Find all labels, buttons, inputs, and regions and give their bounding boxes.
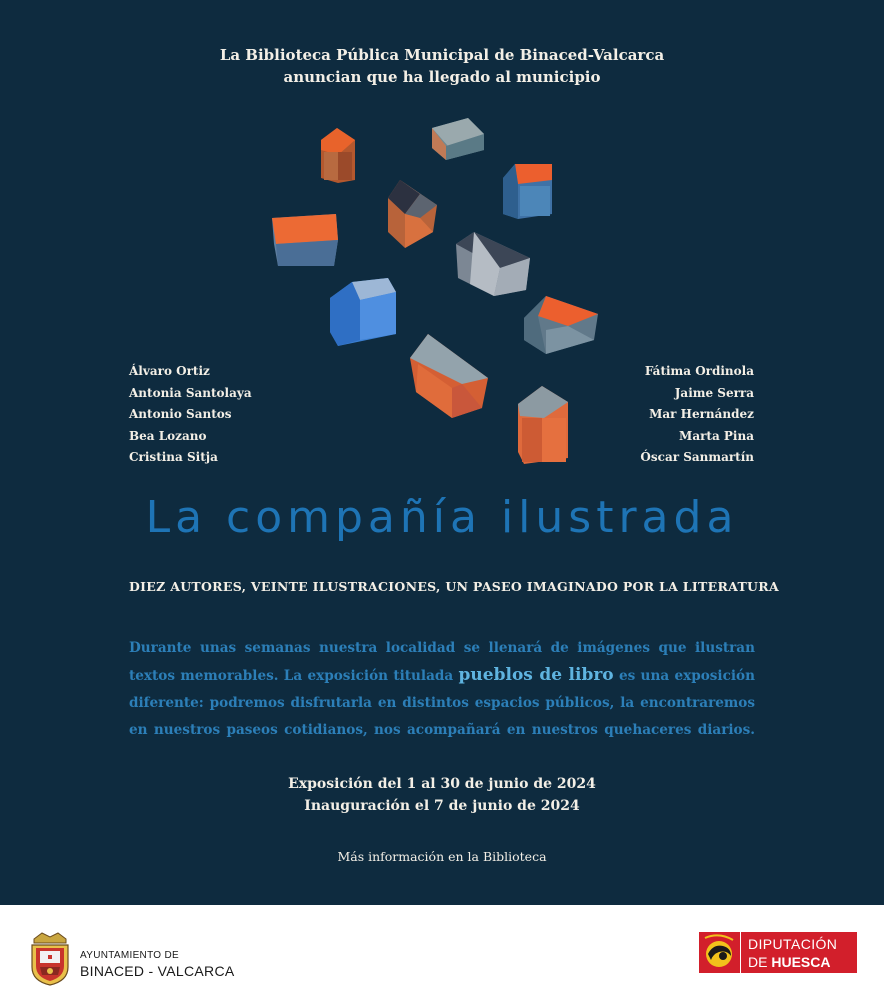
exhibition-subtitle: DIEZ AUTORES, VEINTE ILUSTRACIONES, UN PASEO IMAGINADO POR LA LITERATURA	[129, 579, 779, 594]
description-text: es una exposición diferente: podremos disfrutarla en distintos espacios públicos, la encontraremos en nuestros paseos cotidianos, nos acompañará en nuestros quehaceres diarios.	[129, 668, 755, 738]
diputacion-logo	[699, 932, 857, 973]
exhibition-name-highlight: pueblos de libro	[458, 665, 614, 685]
author-name: Antonia Santolaya	[129, 385, 252, 400]
house-illustration	[524, 296, 598, 354]
diputacion-line-1: DIPUTACIÓN	[748, 936, 838, 952]
exhibition-period: Exposición del 1 al 30 de junio de 2024	[288, 776, 596, 792]
exhibition-dates	[0, 773, 884, 817]
ayuntamiento-crest-icon	[28, 929, 72, 987]
footer	[0, 905, 884, 1000]
header-line-1: La Biblioteca Pública Municipal de Binaced-Valcarca	[219, 46, 665, 64]
inauguration-date: Inauguración el 7 de junio de 2024	[304, 798, 580, 814]
house-illustration	[456, 232, 530, 296]
diputacion-name-box	[741, 932, 857, 973]
author-name: Fátima Ordinola	[644, 364, 754, 378]
header-line-2: anuncian que ha llegado al municipio	[283, 68, 601, 86]
author-name: Mar Hernández	[649, 407, 754, 422]
more-info: Más información en la Biblioteca	[337, 849, 547, 864]
diputacion-prefix: DE	[748, 954, 768, 970]
author-name: Marta Pina	[679, 428, 754, 443]
ayuntamiento-name	[80, 950, 235, 980]
exhibition-title: La compañía ilustrada	[145, 492, 739, 543]
ayuntamiento-line-1: AYUNTAMIENTO DE	[80, 950, 179, 961]
house-illustration	[330, 278, 396, 346]
authors-right-list	[640, 361, 754, 469]
diputacion-logo-icon	[699, 932, 740, 973]
house-illustration	[518, 386, 568, 464]
author-name: Álvaro Ortiz	[129, 364, 210, 378]
author-name: Bea Lozano	[129, 428, 207, 443]
house-illustration	[388, 180, 437, 248]
house-illustration	[503, 164, 552, 219]
house-illustration	[321, 128, 355, 183]
description-text: Durante unas semanas nuestra localidad se llenará de imágenes que ilustran textos memorables. La exposición titulada	[129, 640, 755, 684]
diputacion-province: HUESCA	[771, 954, 831, 970]
authors-left-list	[129, 361, 252, 469]
author-name: Óscar Sanmartín	[640, 450, 754, 465]
house-illustration	[432, 118, 484, 160]
house-illustration	[410, 334, 488, 418]
house-illustration	[272, 214, 338, 266]
ayuntamiento-line-2: BINACED - VALCARCA	[80, 963, 235, 979]
author-name: Antonio Santos	[129, 407, 232, 422]
diputacion-line-2	[748, 953, 857, 971]
author-name: Jaime Serra	[674, 385, 754, 400]
author-name: Cristina Sitja	[129, 450, 218, 465]
exhibition-description	[129, 635, 755, 744]
